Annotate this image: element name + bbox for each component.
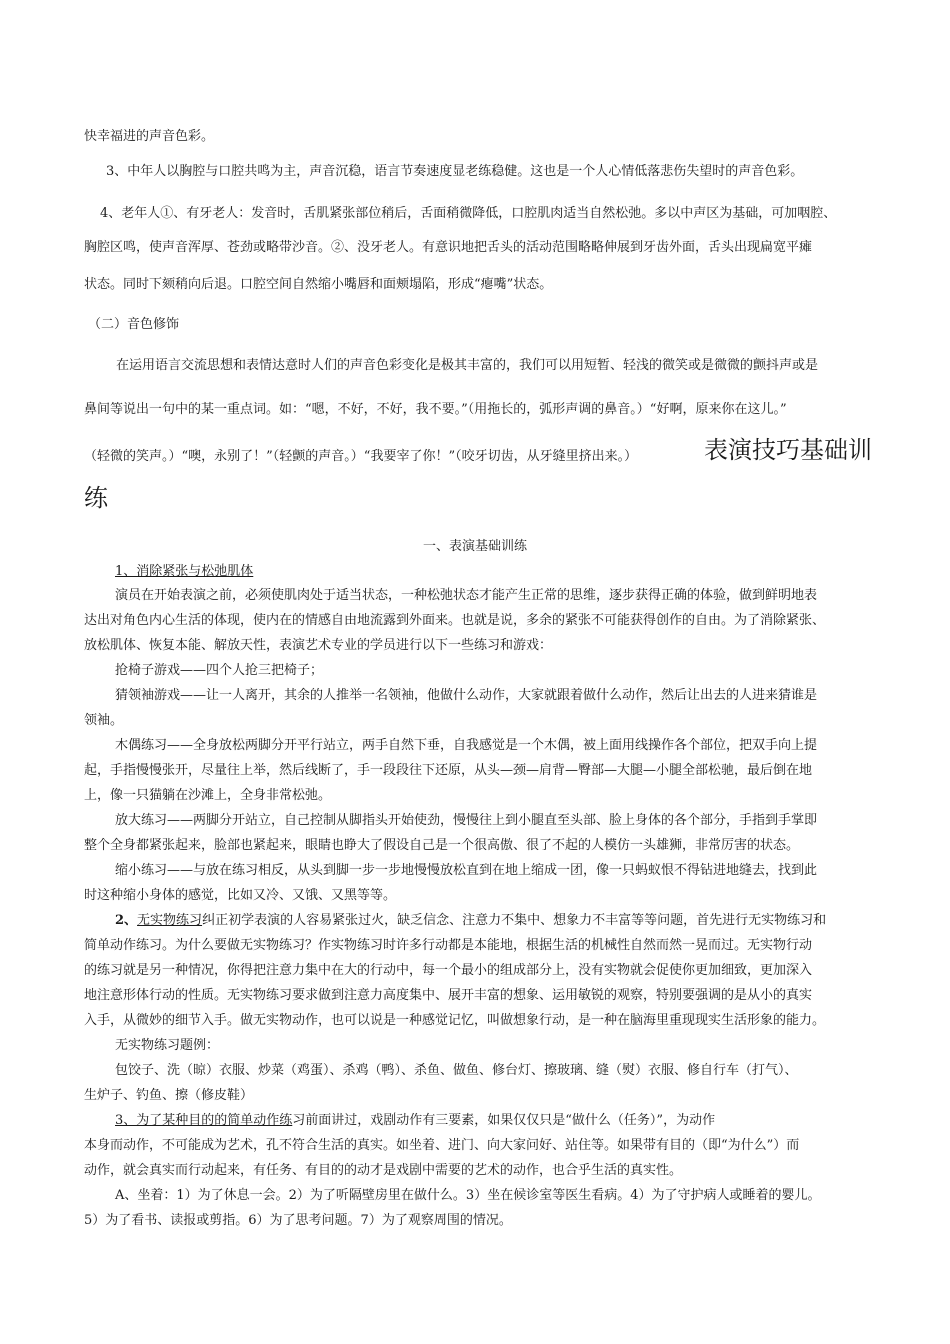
paragraph-line: 快幸福进的声音色彩。 [84, 129, 215, 144]
paragraph-line: 放大练习——两脚分开站立，自己控制从脚指头开始使劲，慢慢往上到小腿直至头部、脸上身体的各个部分，手指到手掌即 [115, 813, 818, 828]
paragraph-line: 地注意形体行动的性质。无实物练习要求做到注意力高度集中、展开丰富的想象、运用敏锐的观察，特别要强调的是从小的真实 [84, 988, 813, 1003]
paragraph-line [115, 1113, 715, 1129]
paragraph-line: 入手，从微妙的细节入手。做无实物动作，也可以说是一种感觉记忆，叫做想象行动，是一种在脑海里重现现实生活形象的能力。 [84, 1013, 826, 1028]
paragraph-line: 放松肌体、恢复本能、解放天性，表演艺术专业的学员进行以下一些练习和游戏： [84, 638, 553, 653]
paragraph-line: 时这种缩小身体的感觉，比如又冷、又饿、又黑等等。 [84, 888, 397, 903]
paragraph-line: 生炉子、钓鱼、擦（修皮鞋） [84, 1088, 254, 1103]
paragraph-line: 抢椅子游戏——四个人抢三把椅子； [115, 663, 324, 678]
paragraph-line: 包饺子、洗（晾）衣服、炒菜（鸡蛋）、杀鸡（鸭）、杀鱼、做鱼、修台灯、擦玻璃、缝（熨）衣服、修自行车（打气）、 [115, 1063, 798, 1078]
paragraph-line: 鼻间等说出一句中的某一重点词。如：“嗯，不好，不好，我不要。”（用拖长的，弧形声调的鼻音。）“好啊，原来你在这儿。” [84, 402, 787, 417]
paragraph-line: 无实物练习题例： [115, 1038, 220, 1053]
paragraph-line [115, 913, 826, 929]
paragraph-text: 纠正初学表演的人容易紧张过火，缺乏信念、注意力不集中、想象力不丰富等等问题，首先进行无实物练习和 [202, 913, 827, 928]
subsection-number: 2、 [115, 913, 138, 928]
paragraph-line: 动作，就会真实而行动起来，有任务、有目的的动才是戏剧中需要的艺术的动作，也合乎生活的真实性。 [84, 1163, 683, 1178]
paragraph-line: 木偶练习——全身放松两脚分开平行站立，两手自然下垂，自我感觉是一个木偶，被上面用线操作各个部位，把双手向上提 [115, 738, 818, 753]
paragraph-line: 4、老年人①、有牙老人：发音时，舌肌紧张部位稍后，舌面稍微降低，口腔肌肉适当自然松弛。多以中声区为基础，可加咽腔、 [100, 206, 837, 221]
subsection-heading: （二）音色修饰 [88, 317, 180, 332]
paragraph-line: 猜领袖游戏——让一人离开，其余的人推举一名领袖，他做什么动作，大家就跟着做什么动作，然后让出去的人进来猜谁是 [115, 688, 818, 703]
subsection-heading: 无实物练习 [137, 913, 203, 928]
paragraph-line: 状态。同时下颏稍向后退。口腔空间自然缩小嘴唇和面颊塌陷，形成“瘪嘴”状态。 [84, 277, 553, 292]
document-title-continued: 练 [84, 484, 108, 512]
paragraph-line: 5）为了看书、读报或剪指。6）为了思考问题。7）为了观察周围的情况。 [84, 1213, 512, 1228]
paragraph-line: 起，手指慢慢张开，尽量往上举，然后线断了，手一段段往下还原，从头—颈—肩背—臀部—大腿—小腿全部松驰，最后倒在地 [84, 763, 813, 778]
paragraph-line: A、坐着：1）为了休息一会。2）为了听隔壁房里在做什么。3）坐在候诊室等医生看病。4）为了守护病人或睡着的婴儿。 [115, 1188, 821, 1203]
paragraph-line: 3、中年人以胸腔与口腔共鸣为主，声音沉稳，语言节奏速度显老练稳健。这也是一个人心情低落悲伤失望时的声音色彩。 [106, 164, 804, 179]
section-heading: 一、表演基础训练 [422, 539, 527, 554]
paragraph-line: 整个全身都紧张起来，脸部也紧起来，眼睛也睁大了假设自己是一个很高傲、很了不起的人模仿一头雄狮，非常厉害的状态。 [84, 838, 800, 853]
paragraph-line: 领袖。 [84, 713, 124, 728]
paragraph-line: 上，像一只猫躺在沙滩上，全身非常松弛。 [84, 788, 332, 803]
paragraph-line: 达出对角色内心生活的体现，使内在的情感自由地流露到外面来。也就是说，多余的紧张不可能获得创作的自由。为了消除紧张、 [84, 613, 826, 628]
paragraph-line: 本身而动作，不可能成为艺术，孔不符合生活的真实。如坐着、进门、向大家问好、站住等。如果带有目的（即“为什么”）而 [84, 1138, 800, 1153]
paragraph-line: 简单动作练习。为什么要做无实物练习？作实物练习时许多行动都是本能地，根据生活的机械性自然而然一晃而过。无实物行动 [84, 938, 813, 953]
subsection-heading: 1、消除紧张与松弛肌体 [115, 564, 254, 579]
document-title: 表演技巧基础训 [704, 436, 872, 464]
paragraph-line: 的练习就是另一种情况，你得把注意力集中在大的行动中，每一个最小的组成部分上，没有实物就会促使你更加细致，更加深入 [84, 963, 813, 978]
subsection-heading: 3、为了某种目的的简单动作练 [115, 1113, 293, 1128]
paragraph-line: 演员在开始表演之前，必须使肌肉处于适当状态，一种松弛状态才能产生正常的思维，逐步获得正确的体验，做到鲜明地表 [115, 588, 818, 603]
paragraph-line: 在运用语言交流思想和表情达意时人们的声音色彩变化是极其丰富的，我们可以用短暂、轻浅的微笑或是微微的颤抖声或是 [116, 358, 819, 373]
paragraph-text: 习前面讲过，戏剧动作有三要素，如果仅仅只是“做什么（任务）”，为动作 [292, 1113, 716, 1128]
paragraph-line: （轻微的笑声。）“噢，永别了！”（轻颤的声音。）“我要宰了你！”（咬牙切齿，从牙缝里挤出来。） [84, 449, 638, 464]
paragraph-line: 胸腔区鸣，使声音浑厚、苍劲或略带沙音。②、没牙老人。有意识地把舌头的活动范围略略伸展到牙齿外面，舌头出现扁宽平瘫 [84, 240, 813, 255]
paragraph-line: 缩小练习——与放在练习相反，从头到脚一步一步地慢慢放松直到在地上缩成一团，像一只蚂蚁恨不得钻进地缝去，找到此 [115, 863, 818, 878]
